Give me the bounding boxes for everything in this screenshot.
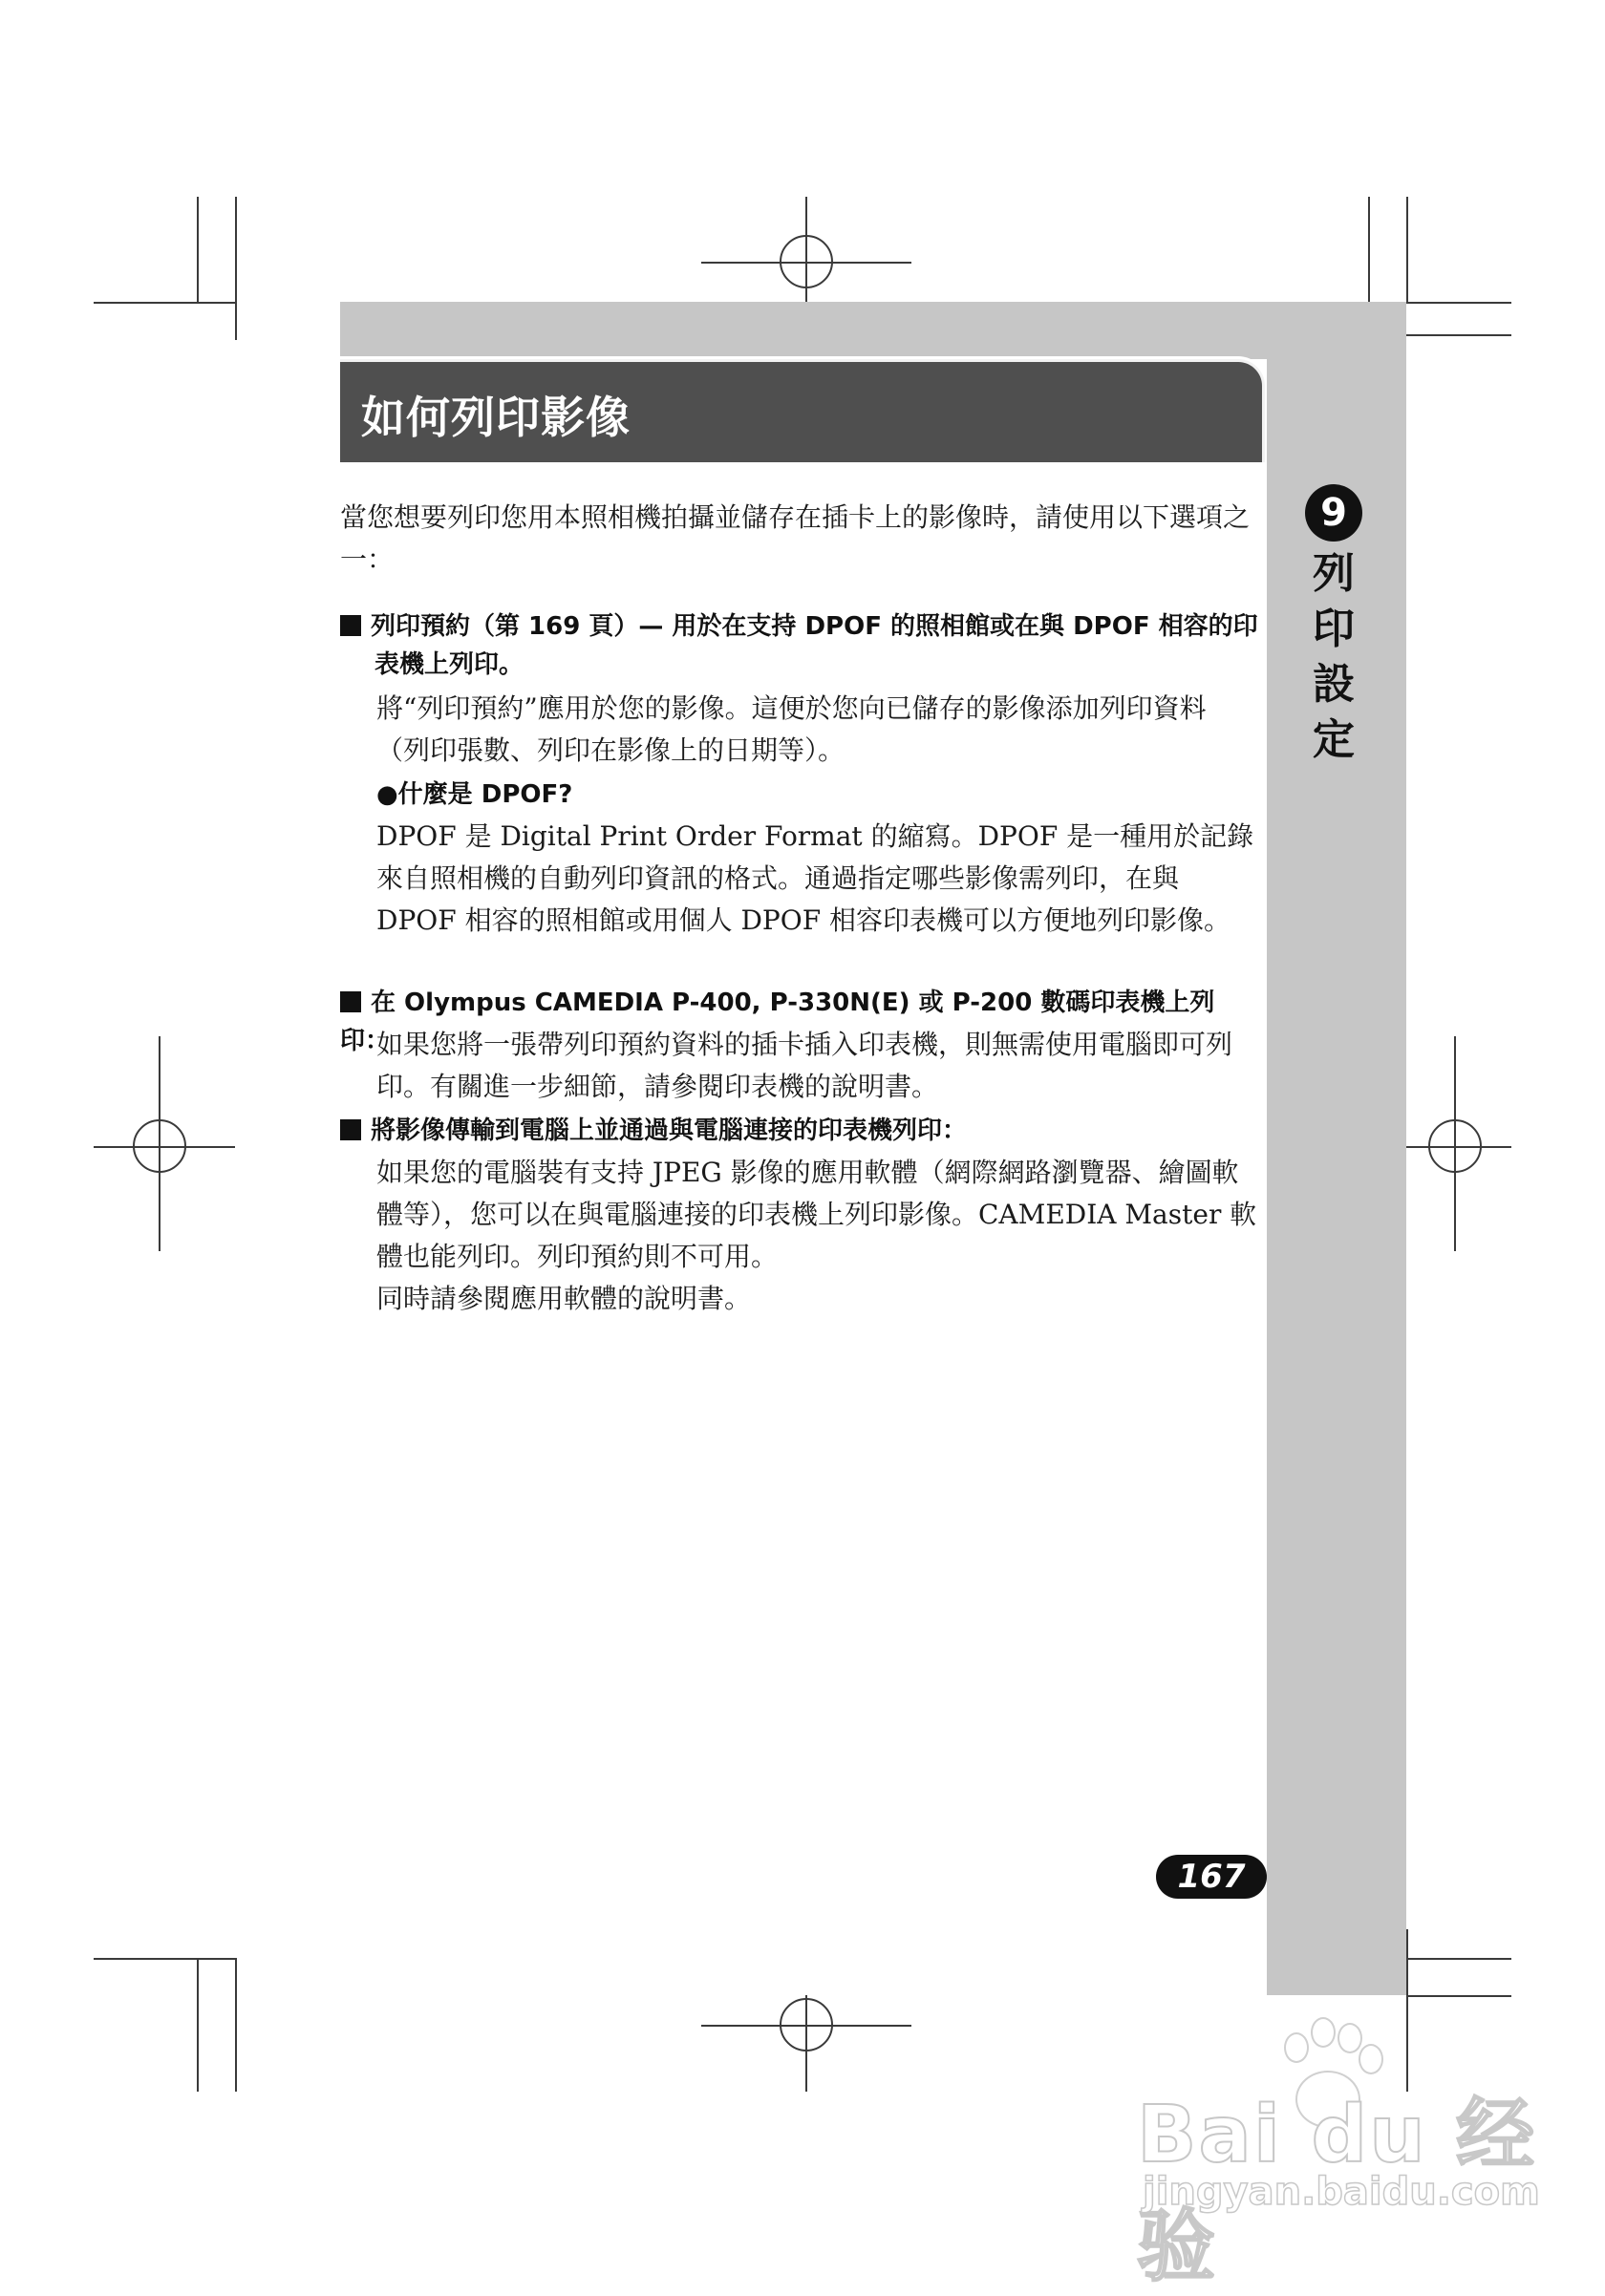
watermark-logo: Bai du 经验	[1137, 2090, 1537, 2292]
crop-mark	[1406, 1958, 1511, 1960]
paw-toe-icon	[1338, 2023, 1362, 2053]
section-body: 如果您將一張帶列印預約資料的插卡插入印表機，則無需使用電腦即可列印。有關進一步細節，請參閱印表機的說明書。	[376, 1029, 1233, 1102]
section-body-note: 同時請參閱應用軟體的說明書。	[376, 1283, 752, 1314]
chapter-number-badge: 9	[1305, 484, 1362, 542]
registration-circle	[780, 235, 833, 288]
paw-toe-icon	[1284, 2032, 1309, 2063]
bullet-square-icon	[340, 991, 361, 1012]
crop-mark	[1406, 334, 1511, 336]
crop-mark	[94, 1958, 235, 1960]
crop-mark	[235, 1958, 237, 2092]
section-heading	[340, 1112, 1259, 1150]
section-heading-text: 列印預約（第 169 頁）— 用於在支持 DPOF 的照相館或在與 DPOF 相容的印表機上列印。	[371, 612, 1258, 679]
bullet-square-icon	[340, 615, 361, 636]
sub-heading: ●什麼是 DPOF?	[376, 780, 573, 809]
paw-toe-icon	[1311, 2017, 1336, 2048]
paw-toe-icon	[1359, 2044, 1383, 2074]
registration-circle	[133, 1119, 186, 1173]
registration-circle	[780, 1998, 833, 2052]
registration-circle	[1428, 1119, 1482, 1173]
intro-paragraph: 當您想要列印您用本照相機拍攝並儲存在插卡上的影像時，請使用以下選項之一：	[340, 501, 1251, 575]
crop-mark	[197, 197, 199, 302]
section-heading-text: 在 Olympus CAMEDIA P-400, P-330N(E) 或 P-200 數碼印表機上列印：	[340, 989, 1215, 1055]
crop-mark	[1406, 1995, 1511, 1997]
crop-mark	[235, 197, 237, 340]
page-number: 167	[1156, 1855, 1267, 1899]
sub-body: DPOF 是 Digital Print Order Format 的縮寫。DPOF 是一種用於記錄來自照相機的自動列印資訊的格式。通過指定哪些影像需列印，在與 DPOF 相容的照相館或用個人 DPOF 相容印表機可以方便地列印影像。	[376, 820, 1254, 936]
section-body: 如果您的電腦裝有支持 JPEG 影像的應用軟體（網際網路瀏覽器、繪圖軟體等），您可以在與電腦連接的印表機上列印影像。CAMEDIA Master 軟體也能列印。列印預約則不可用。	[376, 1157, 1257, 1272]
section-heading	[340, 607, 1259, 684]
bullet-square-icon	[340, 1119, 361, 1140]
crop-mark	[197, 1958, 199, 2092]
watermark-url: jingyan.baidu.com	[1143, 2170, 1540, 2214]
crop-mark	[1406, 197, 1408, 302]
page-frame-top	[340, 302, 1406, 359]
chapter-title: 列印設定	[1313, 549, 1355, 764]
page-title: 如何列印影像	[361, 392, 631, 443]
crop-mark	[1406, 1929, 1408, 2092]
crop-mark	[94, 302, 235, 304]
section-title-bar	[340, 359, 1265, 462]
section-body: 將“列印預約”應用於您的影像。這便於您向已儲存的影像添加列印資料（列印張數、列印在影像上的日期等）。	[376, 692, 1207, 766]
section-heading-text: 將影像傳輸到電腦上並通過與電腦連接的印表機列印：	[371, 1116, 968, 1145]
